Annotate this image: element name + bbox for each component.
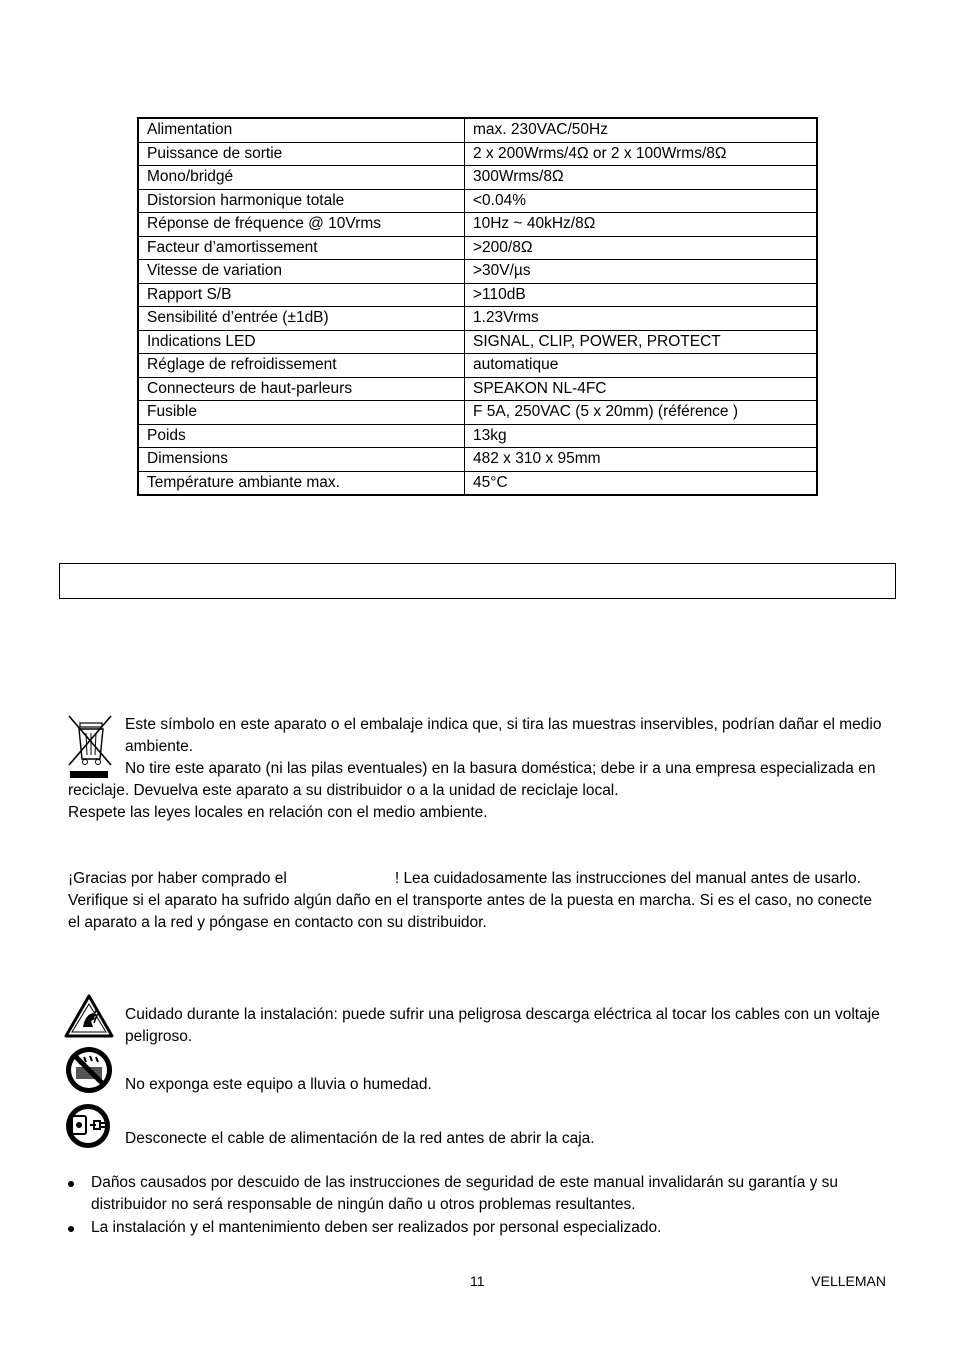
spec-label: Connecteurs de haut-parleurs bbox=[138, 377, 465, 401]
table-row bbox=[138, 189, 817, 213]
spec-value: automatique bbox=[465, 354, 818, 378]
bullet-icon bbox=[68, 1181, 74, 1187]
spec-value: 1.23Vrms bbox=[465, 307, 818, 331]
unplug-icon bbox=[64, 1103, 112, 1149]
spec-label: Réglage de refroidissement bbox=[138, 354, 465, 378]
specifications-table bbox=[137, 117, 818, 496]
table-row bbox=[138, 330, 817, 354]
spec-value: F 5A, 250VAC (5 x 20mm) (référence ) bbox=[465, 401, 818, 425]
table-row bbox=[138, 471, 817, 495]
unplug-text: Desconecte el cable de alimentación de la red antes de abrir la caja. bbox=[125, 1130, 595, 1147]
spec-label: Dimensions bbox=[138, 448, 465, 472]
spec-value: >200/8Ω bbox=[465, 236, 818, 260]
page-number: 11 bbox=[470, 1273, 485, 1289]
table-row bbox=[138, 401, 817, 425]
table-row bbox=[138, 260, 817, 284]
table-row bbox=[138, 354, 817, 378]
table-row bbox=[138, 377, 817, 401]
spec-label: Sensibilité d’entrée (±1dB) bbox=[138, 307, 465, 331]
spec-label: Facteur d’amortissement bbox=[138, 236, 465, 260]
table-row bbox=[138, 236, 817, 260]
spec-label: Alimentation bbox=[138, 118, 465, 142]
spec-value: 10Hz ~ 40kHz/8Ω bbox=[465, 213, 818, 237]
spec-label: Puissance de sortie bbox=[138, 142, 465, 166]
weee-text-3: Respete las leyes locales en relación con el medio ambiente. bbox=[68, 804, 488, 821]
spec-label: Indications LED bbox=[138, 330, 465, 354]
spec-value: <0.04% bbox=[465, 189, 818, 213]
spec-value: max. 230VAC/50Hz bbox=[465, 118, 818, 142]
no-moisture-icon bbox=[64, 1045, 114, 1095]
spec-value: >110dB bbox=[465, 283, 818, 307]
spec-value: SPEAKON NL-4FC bbox=[465, 377, 818, 401]
table-row bbox=[138, 307, 817, 331]
shock-warning-text: Cuidado durante la instalación: puede sufrir una peligrosa descarga eléctrica al tocar los cables con un voltaje peligroso. bbox=[125, 1006, 880, 1045]
spec-value: 482 x 310 x 95mm bbox=[465, 448, 818, 472]
thanks-paragraph bbox=[68, 868, 883, 934]
spec-value: >30V/µs bbox=[465, 260, 818, 284]
spec-label: Distorsion harmonique totale bbox=[138, 189, 465, 213]
spec-value: 13kg bbox=[465, 424, 818, 448]
table-row bbox=[138, 142, 817, 166]
spec-label: Fusible bbox=[138, 401, 465, 425]
section-heading-box bbox=[59, 563, 896, 599]
spec-label: Mono/bridgé bbox=[138, 166, 465, 190]
spec-value: 300Wrms/8Ω bbox=[465, 166, 818, 190]
footer-brand: VELLEMAN bbox=[811, 1273, 886, 1289]
spec-label: Poids bbox=[138, 424, 465, 448]
bullet-text: Daños causados por descuido de las instrucciones de seguridad de este manual invalidarán su garantía y su distribuidor no será responsable de ningún daño u otros problemas resultantes. bbox=[91, 1174, 839, 1213]
table-row bbox=[138, 118, 817, 142]
spec-value: SIGNAL, CLIP, POWER, PROTECT bbox=[465, 330, 818, 354]
list-item bbox=[68, 1172, 883, 1216]
weee-text-1: Este símbolo en este aparato o el embalaje indica que, si tira las muestras inservibles, podrían dañar el medio ambiente. bbox=[125, 716, 882, 755]
table-row bbox=[138, 166, 817, 190]
spec-label: Vitesse de variation bbox=[138, 260, 465, 284]
spec-value: 45°C bbox=[465, 471, 818, 495]
list-item bbox=[68, 1217, 883, 1239]
table-row bbox=[138, 448, 817, 472]
spec-value: 2 x 200Wrms/4Ω or 2 x 100Wrms/8Ω bbox=[465, 142, 818, 166]
bullet-text: La instalación y el mantenimiento deben ser realizados por personal especializado. bbox=[91, 1219, 662, 1236]
thanks-end: ! Lea cuidadosamente las instrucciones del manual antes de usarlo. Verifique si el aparato ha sufrido algún daño en el transporte antes de la puesta en marcha. Si es el caso, no conecte el aparato a la red y póngase en contacto con su distribuidor. bbox=[68, 870, 872, 931]
table-row bbox=[138, 213, 817, 237]
electric-shock-warning-icon bbox=[63, 993, 115, 1039]
weee-text-2: No tire este aparato (ni las pilas eventuales) en la basura doméstica; debe ir a una empresa especializada en reciclaje. Devuelva este aparato a su distribuidor o a la unidad de reciclaje local. bbox=[68, 760, 876, 799]
moisture-text: No exponga este equipo a lluvia o humedad. bbox=[125, 1076, 432, 1093]
thanks-start: ¡Gracias por haber comprado el bbox=[68, 870, 287, 887]
table-row bbox=[138, 424, 817, 448]
safety-bullet-list bbox=[68, 1172, 883, 1240]
spec-label: Température ambiante max. bbox=[138, 471, 465, 495]
spec-label: Réponse de fréquence @ 10Vrms bbox=[138, 213, 465, 237]
spec-label: Rapport S/B bbox=[138, 283, 465, 307]
bullet-icon bbox=[68, 1226, 74, 1232]
table-row bbox=[138, 283, 817, 307]
